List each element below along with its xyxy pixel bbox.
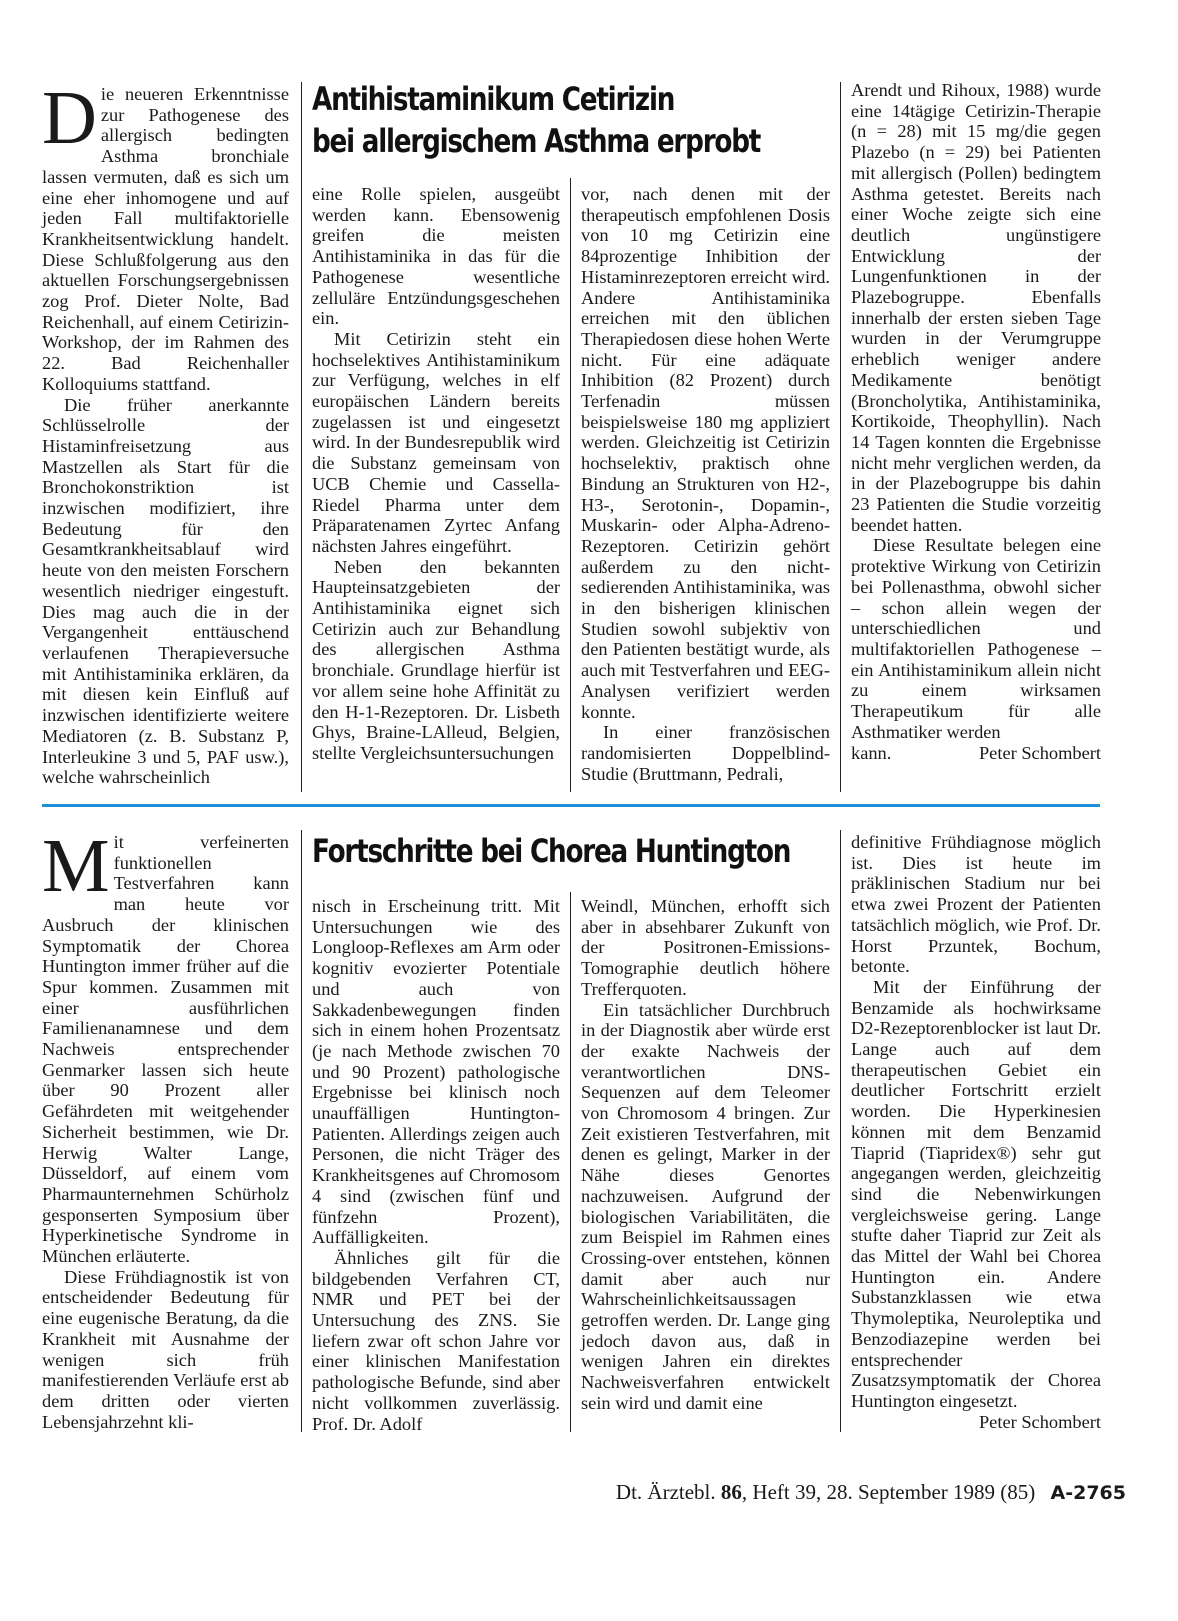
- article1-closing-word: kann.: [851, 742, 892, 763]
- article2-author: Peter Schombert: [978, 1411, 1101, 1432]
- article1-headline-line1: Antihistaminikum Cetirizin: [312, 80, 675, 118]
- article1-signature-line: [851, 743, 1101, 764]
- page-footer: [616, 1480, 1126, 1505]
- article2-paragraph: nisch in Erscheinung tritt. Mit Untersuchungen wie des Longloop-Reflexes am Arm oder kognitiv evozierter Potentiale und auch von Sakkadenbewegungen finden sich in einem hohen Prozentsatz (je nach Methode zwischen 70 und 90 Prozent) pathologische Ergebnisse bei klinisch noch unauffälligen Huntington-Patienten. Allerdings zeigen auch Personen, die nicht Träger des Krankheitsgenes auf Chromosom 4 sind (zwischen fünf und fünfzehn Prozent), Auffälligkeiten.: [312, 896, 560, 1248]
- column-divider: [570, 178, 571, 792]
- article2-column-3: [581, 896, 830, 1414]
- article1-paragraph: vor, nach denen mit der therapeutisch empfohlenen Dosis von 10 mg Cetirizin eine 84prozentige Inhibition der Histaminrezeptoren erreicht wird. Andere Antihistaminika erreichen mit den üblichen Therapiedosen diese hohen Werte nicht. Für eine adäquate Inhibition (82 Prozent) durch Terfenadin müssen beispielsweise 180 mg appliziert werden. Gleichzeitig ist Cetirizin hochselektiv, praktisch ohne Bindung an Strukturen von H2-, H3-, Serotonin-, Dopamin-, Muskarin- oder Alpha-Adreno-Rezeptoren. Cetirizin gehört außerdem zu den nicht-sedierenden Antihistaminika, was in den bisherigen klinischen Studien sowohl subjektiv von den Patienten bestätigt wurde, als auch mit Testverfahren und EEG-Analysen verifiziert werden konnte.: [581, 184, 830, 722]
- column-divider: [570, 892, 571, 1432]
- article1-paragraph: Mit Cetirizin steht ein hochselektives Antihistaminikum zur Verfügung, welches in elf europäischen Ländern bereits zugelassen ist und eingesetzt wird. In der Bundesrepublik wird die Substanz gemeinsam von UCB Chemie und Cassella-Riedel Pharma unter dem Präparatenamen Zyrtec Anfang nächsten Jahres eingeführt.: [312, 328, 560, 556]
- article2-paragraph: Ähnliches gilt für die bildgebenden Verfahren CT, NMR und PET bei der Untersuchung des ZNS. Sie liefern zwar oft schon Jahre vor einer klinischen Manifestation pathologische Befunde, sind aber nicht vollkommen zuverlässig. Prof. Dr. Adolf: [312, 1247, 560, 1434]
- article-separator-rule: [42, 804, 1100, 807]
- article2-paragraph: definitive Frühdiagnose möglich ist. Dies ist heute im präklinischen Stadium nur bei etwa zwei Prozent der Patienten tatsächlich möglich, wie Prof. Dr. Horst Przuntek, Bochum, betonte.: [851, 832, 1101, 977]
- article1-column-2: [312, 184, 560, 764]
- article1-dropcap: D: [42, 76, 97, 160]
- article1-paragraph: Arendt und Rihoux, 1988) wurde eine 14tägige Cetirizin-Therapie (n = 28) mit 15 mg/die gegen Plazebo (n = 29) bei Patienten mit allergisch (Pollen) bedingtem Asthma getestet. Bereits nach einer Woche zeigte sich eine deutlich ungünstigere Entwicklung der Lungenfunktionen in der Plazebogruppe. Ebenfalls innerhalb der ersten sieben Tage wurden in der Verumgruppe erheblich weniger andere Medikamente benötigt (Broncholytika, Antihistaminika, Kortikoide, Theophyllin). Nach 14 Tagen konnten die Ergebnisse nicht mehr verglichen werden, da in der Plazebogruppe bis dahin 23 Patienten die Studie vorzeitig beendet hatten.: [851, 80, 1101, 535]
- article1-paragraph: Die früher anerkannte Schlüsselrolle der Histaminfreisetzung aus Mastzellen als Start für die Bronchokonstriktion ist inzwischen modifiziert, ihre Bedeutung für den Gesamtkrankheitsablauf wird heute von den meisten Forschern wesentlich niedriger eingestuft. Dies mag auch die in der Vergangenheit enttäuschend verlaufenen Therapieversuche mit Antihistaminika erklären, da mit diesen kein Einfluß auf inzwischen identifizierte weitere Mediatoren (z. B. Substanz P, Interleukine 3 und 5, PAF usw.), welche wahrscheinlich: [42, 394, 289, 788]
- article1-intro-paragraph: Die neueren Erkenntnisse zur Pathogenese des allergisch bedingten Asthma bronchiale lassen vermuten, daß es sich um eine eher inhomogene und auf jeden Fall multifaktorielle Krankheitsentwicklung handelt. Diese Schlußfolgerung aus den aktuellen Forschungsergebnissen zog Prof. Dieter Nolte, Bad Reichenhall, auf einem Cetirizin-Workshop, der im Rahmen des 22. Bad Reichenhaller Kolloquiums stattfand.: [42, 76, 289, 394]
- article1-column-1: [42, 76, 289, 788]
- article2-column-2: [312, 896, 560, 1434]
- article1-paragraph: Diese Resultate belegen eine protektive Wirkung von Cetirizin bei Pollenasthma, obwohl sicher – schon allein wegen der unterschiedlichen und multifaktoriellen Pathogenese – ein Antihistaminikum allein nicht zu einem wirksamen Therapeutikum für alle Asthmatiker werden: [851, 535, 1101, 742]
- page-number: A-2765: [1050, 1482, 1126, 1504]
- article2-paragraph: Diese Frühdiagnostik ist von entscheidender Bedeutung für eine eugenische Beratung, da die Krankheit mit Ausnahme der wenigen sich früh manifestierenden Verläufe erst ab dem dritten oder vierten Lebensjahrzehnt kli-: [42, 1266, 289, 1432]
- article2-column-4: [851, 832, 1101, 1432]
- article1-paragraph: Neben den bekannten Haupteinsatzgebieten der Antihistaminika eignet sich Cetirizin auch zur Behandlung des allergischen Asthma bronchiale. Grundlage hierfür ist vor allem seine hohe Affinität zu den H-1-Rezeptoren. Dr. Lisbeth Ghys, Braine-LAlleud, Belgien, stellte Vergleichsuntersuchungen: [312, 556, 560, 763]
- journal-volume: 86: [720, 1480, 742, 1504]
- column-divider: [840, 830, 841, 1432]
- article2-column-1: [42, 824, 289, 1432]
- article1-column-3: [581, 184, 830, 784]
- article1-paragraph: eine Rolle spielen, ausgeübt werden kann. Ebensowenig greifen die meisten Antihistaminika in das für die Pathogenese wesentliche zelluläre Entzündungsgeschehen ein.: [312, 184, 560, 329]
- article1-author: Peter Schombert: [978, 742, 1101, 763]
- article1-headline-line2: bei allergischem Asthma erprobt: [312, 122, 761, 160]
- issue-date: , Heft 39, 28. September 1989 (85): [741, 1480, 1036, 1504]
- column-divider: [301, 830, 302, 1432]
- journal-name: Dt. Ärztebl.: [615, 1480, 716, 1504]
- article2-paragraph: Mit der Einführung der Benzamide als hochwirksame D2-Rezeptorenblocker ist laut Dr. Lange auch auf dem therapeutischen Gebiet ein deutlicher Fortschritt erzielt worden. Die Hyperkinesien können mit dem Benzamid Tiaprid (Tiapridex®) sehr gut angegangen werden, gleichzeitig sind die Nebenwirkungen vergleichsweise gering. Lange stufte daher Tiaprid zur Zeit als das Mittel der Wahl bei Chorea Huntington ein. Andere Substanzklassen wie etwa Thymoleptika, Neuroleptika und Benzodiazepine werden bei entsprechender Zusatzsymptomatik der Chorea Huntington eingesetzt.: [851, 976, 1101, 1411]
- article1-headline: [312, 78, 837, 162]
- article1-column-4: [851, 80, 1101, 763]
- article2-paragraph: Ein tatsächlicher Durchbruch in der Diagnostik aber würde erst der exakte Nachweis der verantwortlichen DNS-Sequenzen auf dem Teleomer von Chromosom 4 bringen. Zur Zeit existieren Testverfahren, mit denen es gelingt, Marker in der Nähe dieses Genortes nachzuweisen. Aufgrund der biologischen Variabilitäten, die zum Beispiel im Rahmen eines Crossing-over entstehen, können damit aber auch nur Wahrscheinlichkeitsaussagen getroffen werden. Dr. Lange ging jedoch davon aus, daß in wenigen Jahren ein direktes Nachweisverfahren entwickelt sein wird und damit eine: [581, 999, 830, 1413]
- article2-dropcap: M: [42, 824, 110, 908]
- column-divider: [840, 82, 841, 792]
- article2-signature-line: [851, 1412, 1101, 1433]
- article1-paragraph: In einer französischen randomisierten Doppelblind-Studie (Bruttmann, Pedrali,: [581, 722, 830, 784]
- article2-headline: Fortschritte bei Chorea Huntington: [312, 832, 791, 870]
- column-divider: [301, 82, 302, 792]
- article2-intro-paragraph: Mit verfeinerten funktionellen Testverfahren kann man heute vor Ausbruch der klinischen Symptomatik der Chorea Huntington immer früher auf die Spur kommen. Zusammen mit einer ausführlichen Familienanamnese und dem Nachweis entsprechender Genmarker lassen sich heute über 90 Prozent aller Gefährdeten mit weitgehender Sicherheit bestimmen, wie Dr. Herwig Walter Lange, Düsseldorf, auf einem vom Pharmaunternehmen Schürholz gesponserten Symposium über Hyperkinetische Syndrome in München erläuterte.: [42, 824, 289, 1267]
- article2-paragraph: Weindl, München, erhofft sich aber in absehbarer Zukunft von der Positronen-Emissions-Tomographie deutlich höhere Trefferquoten.: [581, 896, 830, 999]
